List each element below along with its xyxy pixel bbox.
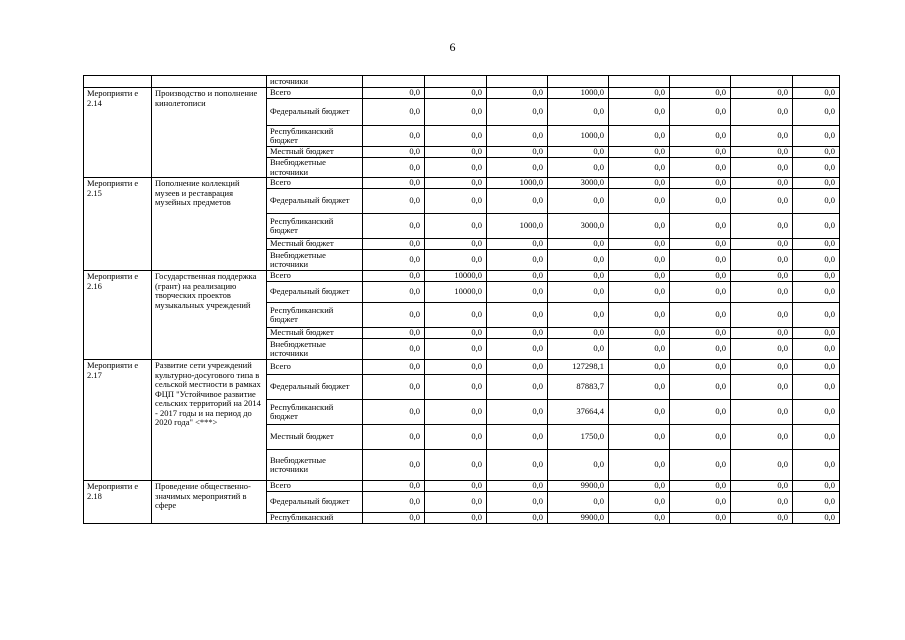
amount-cell: 0,0 (425, 513, 487, 524)
event-number: Мероприяти е 2.16 (84, 271, 152, 360)
amount-cell: 0,0 (793, 99, 840, 126)
amount-cell: 0,0 (609, 189, 670, 214)
amount-cell: 0,0 (363, 339, 425, 360)
funding-source: Федеральный бюджет (267, 99, 363, 126)
amount-cell: 0,0 (425, 147, 487, 158)
amount-cell: 0,0 (363, 189, 425, 214)
amount-cell: 0,0 (548, 147, 609, 158)
funding-source: Федеральный бюджет (267, 375, 363, 400)
amount-cell: 0,0 (363, 375, 425, 400)
amount-cell: 0,0 (487, 189, 548, 214)
amount-cell: 0,0 (793, 282, 840, 303)
amount-cell: 0,0 (609, 178, 670, 189)
table-row (84, 88, 840, 99)
amount-cell: 0,0 (487, 513, 548, 524)
funding-source: Всего (267, 481, 363, 492)
amount-cell: 0,0 (425, 303, 487, 328)
amount-cell: 10000,0 (425, 271, 487, 282)
amount-cell: 0,0 (731, 400, 793, 425)
amount-cell: 0,0 (731, 328, 793, 339)
amount-cell: 1000,0 (487, 178, 548, 189)
funding-source: Федеральный бюджет (267, 282, 363, 303)
amount-cell: 0,0 (487, 88, 548, 99)
amount-cell: 0,0 (731, 481, 793, 492)
amount-cell: 0,0 (487, 282, 548, 303)
amount-cell: 0,0 (363, 328, 425, 339)
amount-cell: 0,0 (609, 328, 670, 339)
amount-cell: 0,0 (548, 328, 609, 339)
amount-cell: 0,0 (609, 513, 670, 524)
amount-cell: 1750,0 (548, 425, 609, 450)
amount-cell: 0,0 (425, 239, 487, 250)
amount-cell: 0,0 (670, 189, 731, 214)
amount-cell: 0,0 (425, 99, 487, 126)
amount-cell: 0,0 (609, 271, 670, 282)
amount-cell: 0,0 (793, 214, 840, 239)
amount-cell: 0,0 (731, 88, 793, 99)
amount-cell: 0,0 (609, 481, 670, 492)
amount-cell: 0,0 (487, 303, 548, 328)
amount-cell: 0,0 (487, 360, 548, 375)
amount-cell: 0,0 (609, 375, 670, 400)
value-cell (363, 76, 425, 88)
amount-cell: 0,0 (670, 303, 731, 328)
funding-source: Республиканский бюджет (267, 400, 363, 425)
amount-cell: 0,0 (548, 99, 609, 126)
amount-cell: 0,0 (731, 375, 793, 400)
amount-cell: 0,0 (731, 126, 793, 147)
amount-cell: 0,0 (793, 178, 840, 189)
amount-cell: 10000,0 (425, 282, 487, 303)
amount-cell: 0,0 (425, 450, 487, 481)
table-row (84, 178, 840, 189)
amount-cell: 0,0 (425, 492, 487, 513)
event-number: Мероприяти е 2.15 (84, 178, 152, 271)
table-row (84, 271, 840, 282)
funding-source: Всего (267, 271, 363, 282)
amount-cell: 0,0 (609, 282, 670, 303)
value-cell (487, 76, 548, 88)
amount-cell: 0,0 (793, 88, 840, 99)
amount-cell: 0,0 (425, 178, 487, 189)
amount-cell: 0,0 (425, 339, 487, 360)
amount-cell: 0,0 (793, 239, 840, 250)
amount-cell: 0,0 (670, 513, 731, 524)
funding-source: Республиканский бюджет (267, 126, 363, 147)
amount-cell: 0,0 (609, 339, 670, 360)
funding-source: Всего (267, 360, 363, 375)
amount-cell: 0,0 (487, 492, 548, 513)
amount-cell: 0,0 (487, 250, 548, 271)
amount-cell: 0,0 (731, 271, 793, 282)
amount-cell: 0,0 (670, 158, 731, 178)
amount-cell: 0,0 (425, 250, 487, 271)
amount-cell: 0,0 (670, 271, 731, 282)
amount-cell: 0,0 (548, 158, 609, 178)
amount-cell: 0,0 (548, 239, 609, 250)
budget-table (83, 75, 840, 524)
amount-cell: 0,0 (793, 375, 840, 400)
amount-cell: 0,0 (670, 425, 731, 450)
amount-cell: 0,0 (487, 481, 548, 492)
value-cell (425, 76, 487, 88)
amount-cell: 9900,0 (548, 481, 609, 492)
amount-cell: 0,0 (609, 214, 670, 239)
amount-cell: 0,0 (363, 250, 425, 271)
event-number: Мероприяти е 2.14 (84, 88, 152, 178)
amount-cell: 0,0 (731, 360, 793, 375)
amount-cell: 0,0 (363, 481, 425, 492)
event-number: Мероприяти е 2.17 (84, 360, 152, 481)
amount-cell: 0,0 (363, 239, 425, 250)
amount-cell: 0,0 (609, 450, 670, 481)
amount-cell: 0,0 (363, 271, 425, 282)
amount-cell: 0,0 (548, 282, 609, 303)
amount-cell: 0,0 (670, 88, 731, 99)
amount-cell: 0,0 (793, 481, 840, 492)
funding-source: Республиканский бюджет (267, 303, 363, 328)
amount-cell: 0,0 (425, 360, 487, 375)
funding-source: Внебюджетные источники (267, 158, 363, 178)
amount-cell: 0,0 (670, 492, 731, 513)
amount-cell: 0,0 (363, 513, 425, 524)
amount-cell: 0,0 (609, 147, 670, 158)
amount-cell: 0,0 (609, 88, 670, 99)
amount-cell: 0,0 (609, 99, 670, 126)
funding-source: Республиканский (267, 513, 363, 524)
amount-cell: 0,0 (363, 126, 425, 147)
amount-cell: 0,0 (670, 147, 731, 158)
amount-cell: 0,0 (548, 189, 609, 214)
amount-cell: 0,0 (793, 450, 840, 481)
funding-source: Местный бюджет (267, 328, 363, 339)
amount-cell: 0,0 (609, 492, 670, 513)
amount-cell: 0,0 (425, 425, 487, 450)
amount-cell: 0,0 (487, 400, 548, 425)
amount-cell: 0,0 (670, 400, 731, 425)
table-row-continuation (84, 76, 840, 88)
amount-cell: 0,0 (548, 303, 609, 328)
amount-cell: 0,0 (670, 375, 731, 400)
amount-cell: 0,0 (609, 400, 670, 425)
amount-cell: 0,0 (793, 513, 840, 524)
funding-source: Местный бюджет (267, 147, 363, 158)
amount-cell: 0,0 (731, 303, 793, 328)
amount-cell: 0,0 (487, 239, 548, 250)
amount-cell: 0,0 (548, 271, 609, 282)
amount-cell: 0,0 (487, 99, 548, 126)
amount-cell: 0,0 (425, 158, 487, 178)
amount-cell: 0,0 (363, 99, 425, 126)
amount-cell: 0,0 (425, 328, 487, 339)
amount-cell: 0,0 (487, 339, 548, 360)
value-cell (731, 76, 793, 88)
amount-cell: 0,0 (609, 303, 670, 328)
amount-cell: 0,0 (670, 282, 731, 303)
amount-cell: 0,0 (609, 360, 670, 375)
amount-cell: 0,0 (425, 88, 487, 99)
amount-cell: 0,0 (793, 189, 840, 214)
amount-cell: 0,0 (487, 450, 548, 481)
amount-cell: 0,0 (363, 400, 425, 425)
amount-cell: 0,0 (609, 126, 670, 147)
source-cell: источники (267, 76, 363, 88)
event-name: Проведение общественно-значимых мероприятий в сфере (152, 481, 267, 524)
page-number: 6 (449, 40, 456, 54)
amount-cell: 0,0 (731, 178, 793, 189)
amount-cell: 87883,7 (548, 375, 609, 400)
event-name: Развитие сети учреждений культурно-досугового типа в сельской местности в рамках ФЦП "Устойчивое развитие сельских территорий на 2014 - 2017 годы и на период до 2020 года" <***> (152, 360, 267, 481)
amount-cell: 0,0 (609, 250, 670, 271)
amount-cell: 0,0 (670, 239, 731, 250)
amount-cell: 0,0 (793, 328, 840, 339)
amount-cell: 0,0 (363, 158, 425, 178)
amount-cell: 0,0 (793, 158, 840, 178)
amount-cell: 0,0 (731, 339, 793, 360)
amount-cell: 0,0 (793, 147, 840, 158)
amount-cell: 0,0 (670, 481, 731, 492)
amount-cell: 0,0 (363, 360, 425, 375)
funding-source: Внебюджетные источники (267, 250, 363, 271)
value-cell (609, 76, 670, 88)
amount-cell: 0,0 (487, 271, 548, 282)
amount-cell: 0,0 (793, 400, 840, 425)
amount-cell: 0,0 (548, 450, 609, 481)
event-number: Мероприяти е 2.18 (84, 481, 152, 524)
amount-cell: 0,0 (609, 239, 670, 250)
amount-cell: 0,0 (609, 158, 670, 178)
amount-cell: 9900,0 (548, 513, 609, 524)
amount-cell: 0,0 (731, 99, 793, 126)
amount-cell: 0,0 (793, 360, 840, 375)
amount-cell: 0,0 (548, 250, 609, 271)
amount-cell: 0,0 (425, 189, 487, 214)
amount-cell: 0,0 (548, 339, 609, 360)
value-cell (670, 76, 731, 88)
amount-cell: 0,0 (731, 425, 793, 450)
amount-cell: 0,0 (487, 328, 548, 339)
funding-source: Внебюджетные источники (267, 339, 363, 360)
funding-source: Федеральный бюджет (267, 189, 363, 214)
amount-cell: 0,0 (731, 214, 793, 239)
amount-cell: 0,0 (609, 425, 670, 450)
amount-cell: 0,0 (793, 250, 840, 271)
amount-cell: 0,0 (793, 126, 840, 147)
amount-cell: 0,0 (793, 425, 840, 450)
value-cell (793, 76, 840, 88)
amount-cell: 0,0 (487, 425, 548, 450)
name-cell (152, 76, 267, 88)
amount-cell: 0,0 (793, 271, 840, 282)
amount-cell: 0,0 (670, 339, 731, 360)
amount-cell: 0,0 (670, 214, 731, 239)
amount-cell: 0,0 (670, 450, 731, 481)
event-name: Государственная поддержка (грант) на реализацию творческих проектов музыкальных учреждений (152, 271, 267, 360)
funding-source: Местный бюджет (267, 425, 363, 450)
amount-cell: 0,0 (487, 158, 548, 178)
amount-cell: 0,0 (731, 282, 793, 303)
amount-cell: 1000,0 (548, 88, 609, 99)
funding-source: Внебюджетные источники (267, 450, 363, 481)
funding-source: Федеральный бюджет (267, 492, 363, 513)
amount-cell: 0,0 (731, 189, 793, 214)
amount-cell: 0,0 (425, 400, 487, 425)
event-name: Производство и пополнение кинолетописи (152, 88, 267, 178)
amount-cell: 0,0 (731, 513, 793, 524)
amount-cell: 0,0 (670, 328, 731, 339)
table-row (84, 360, 840, 375)
amount-cell: 0,0 (731, 450, 793, 481)
amount-cell: 0,0 (793, 339, 840, 360)
funding-source: Всего (267, 178, 363, 189)
amount-cell: 1000,0 (548, 126, 609, 147)
amount-cell: 0,0 (425, 375, 487, 400)
amount-cell: 0,0 (487, 375, 548, 400)
amount-cell: 37664,4 (548, 400, 609, 425)
amount-cell: 0,0 (363, 178, 425, 189)
amount-cell: 0,0 (363, 147, 425, 158)
amount-cell: 0,0 (363, 492, 425, 513)
amount-cell: 0,0 (731, 250, 793, 271)
amount-cell: 0,0 (548, 492, 609, 513)
amount-cell: 0,0 (425, 481, 487, 492)
amount-cell: 0,0 (425, 126, 487, 147)
amount-cell: 0,0 (425, 214, 487, 239)
amount-cell: 0,0 (487, 126, 548, 147)
table-row (84, 481, 840, 492)
event-name: Пополнение коллекций музеев и реставрация музейных предметов (152, 178, 267, 271)
amount-cell: 0,0 (670, 178, 731, 189)
amount-cell: 127298,1 (548, 360, 609, 375)
funding-source: Всего (267, 88, 363, 99)
amount-cell: 0,0 (487, 147, 548, 158)
amount-cell: 0,0 (363, 425, 425, 450)
amount-cell: 0,0 (793, 303, 840, 328)
amount-cell: 0,0 (731, 492, 793, 513)
value-cell (548, 76, 609, 88)
amount-cell: 0,0 (363, 303, 425, 328)
amount-cell: 0,0 (363, 88, 425, 99)
amount-cell: 3000,0 (548, 214, 609, 239)
amount-cell: 1000,0 (487, 214, 548, 239)
funding-source: Местный бюджет (267, 239, 363, 250)
amount-cell: 0,0 (670, 360, 731, 375)
funding-source: Республиканский бюджет (267, 214, 363, 239)
amount-cell: 0,0 (670, 250, 731, 271)
amount-cell: 0,0 (731, 158, 793, 178)
amount-cell: 0,0 (363, 450, 425, 481)
amount-cell: 0,0 (731, 239, 793, 250)
amount-cell: 0,0 (731, 147, 793, 158)
amount-cell: 0,0 (363, 214, 425, 239)
amount-cell: 0,0 (793, 492, 840, 513)
amount-cell: 0,0 (670, 99, 731, 126)
amount-cell: 3000,0 (548, 178, 609, 189)
event-cell (84, 76, 152, 88)
amount-cell: 0,0 (670, 126, 731, 147)
amount-cell: 0,0 (363, 282, 425, 303)
